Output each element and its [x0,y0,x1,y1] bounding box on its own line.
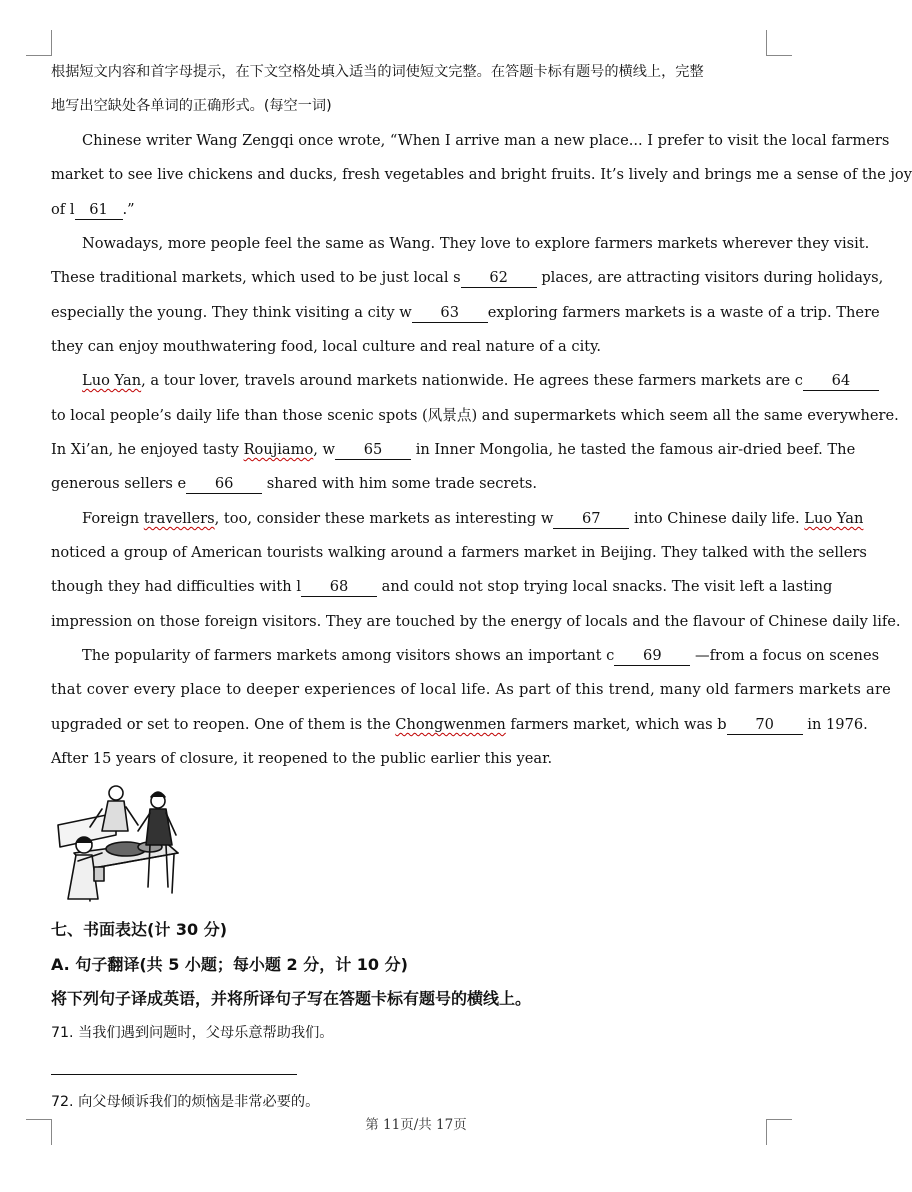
p4-line-4: impression on those foreign visitors. They are touched by the energy of locals and the flavour of Chinese daily life. [51,613,901,630]
crop-mark [766,30,767,56]
question-72: 72. 向父母倾诉我们的烦恼是非常必要的。 [51,1094,320,1110]
blank-61[interactable]: 61 [75,201,123,220]
blank-64[interactable]: 64 [803,372,879,391]
p5-line-4: After 15 years of closure, it reopened to the public earlier this year. [51,750,553,767]
blank-66[interactable]: 66 [186,475,262,494]
p3-line-1: Luo Yan, a tour lover, travels around markets nationwide. He agrees these farmers markets are c 64 [51,371,767,391]
p3-line-3: In Xi’an, he enjoyed tasty Roujiamo, w 65 in Inner Mongolia, he tasted the famous air-dried beef. The [51,441,856,458]
p2-line-3: especially the young. They think visiting a city w 63 exploring farmers markets is a waste of a trip. There [51,304,880,321]
crop-mark [26,55,52,56]
blank-67[interactable]: 67 [553,510,629,529]
blank-65[interactable]: 65 [335,441,411,460]
instructions-line-2: 地写出空缺处各单词的正确形式。(每空一词) [51,98,332,114]
blank-68[interactable]: 68 [301,578,377,597]
p2-line-2: These traditional markets, which used to be just local s 62 places, are attracting visitors during holidays, [51,269,884,286]
page-number: 第 11页/共 17页 [365,1117,467,1133]
section-title: 七、书面表达(计 30 分) [51,920,228,939]
p2-line-4: they can enjoy mouthwatering food, local culture and real nature of a city. [51,338,602,355]
p4-line-1: Foreign travellers, too, consider these markets as interesting w 67 into Chinese daily life. Luo Yan [82,510,864,527]
p5-line-1: The popularity of farmers markets among visitors shows an important c 69 —from a focus on scenes [82,647,880,664]
section-instructions: 将下列句子译成英语，并将所译句子写在答题卡标有题号的横线上。 [51,989,532,1008]
blank-69[interactable]: 69 [614,647,690,666]
crop-mark [766,55,792,56]
p2-line-1: Nowadays, more people feel the same as Wang. They love to explore farmers markets wherever they visit. [82,235,870,252]
blank-63[interactable]: 63 [412,304,488,323]
blank-62[interactable]: 62 [461,269,537,288]
crop-mark [51,30,52,56]
p4-line-2: noticed a group of American tourists walking around a farmers market in Beijing. They talked with the sellers [51,544,867,561]
p5-line-2: that cover every place to deeper experiences of local life. As part of this trend, many old farmers markets are [51,681,892,698]
answer-line-71[interactable] [51,1074,297,1075]
section-subtitle: A. 句子翻译(共 5 小题；每小题 2 分，计 10 分) [51,955,408,974]
p3-line-4: generous sellers e 66 shared with him some trade secrets. [51,475,538,492]
p1-line-3: of l 61 .” [51,201,135,218]
market-illustration [54,783,186,901]
p4-line-3: though they had difficulties with l 68 and could not stop trying local snacks. The visit left a lasting [51,578,833,595]
question-71: 71. 当我们遇到问题时，父母乐意帮助我们。 [51,1025,334,1041]
instructions-line: 根据短文内容和首字母提示，在下文空格处填入适当的词使短文完整。在答题卡标有题号的横线上，完整 [51,64,704,80]
blank-70[interactable]: 70 [727,716,803,735]
p5-line-3: upgraded or set to reopen. One of them is the Chongwenmen farmers market, which was b 70 in 1976. [51,716,868,733]
p1-line-2: market to see live chickens and ducks, fresh vegetables and bright fruits. It’s lively and brings me a sense of the joy [51,166,912,183]
p3-line-2: to local people’s daily life than those scenic spots (风景点) and supermarkets which seem all the same everywhere. [51,407,899,424]
p1-line-1: Chinese writer Wang Zengqi once wrote, “When I arrive man a new place... I prefer to visit the local farmers [82,132,890,149]
